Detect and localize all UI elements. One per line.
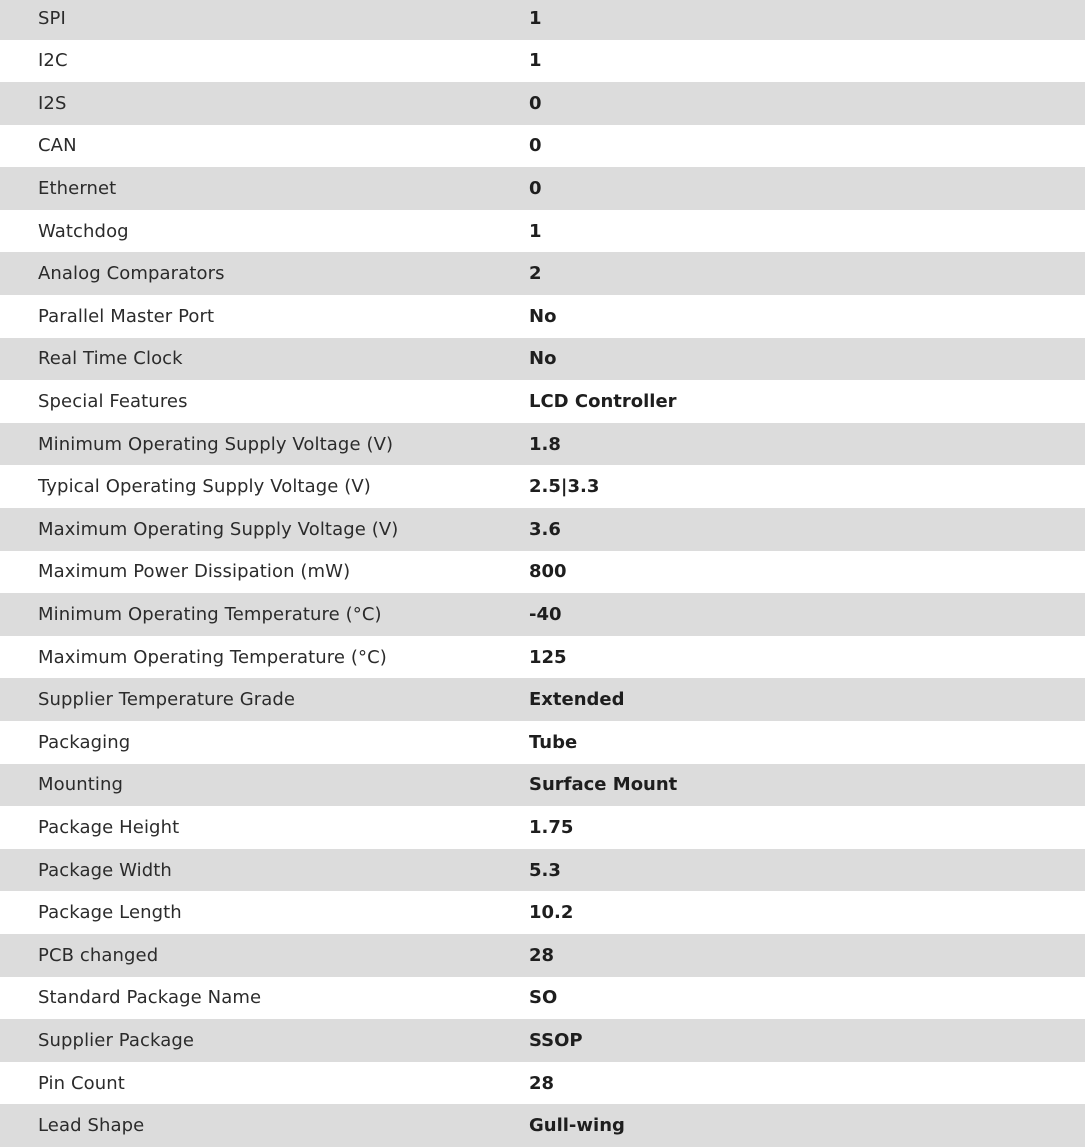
spec-row-watchdog — [0, 210, 1085, 253]
spec-label: Pin Count — [38, 1072, 125, 1094]
spec-row-supplier-package — [0, 1019, 1085, 1062]
spec-row-ethernet — [0, 167, 1085, 210]
spec-label: Maximum Operating Supply Voltage (V) — [38, 518, 399, 540]
spec-value: 1 — [529, 220, 542, 242]
spec-row-standard-package-name — [0, 977, 1085, 1020]
spec-value: 125 — [529, 646, 567, 668]
spec-row-i2c — [0, 40, 1085, 83]
spec-row-package-length — [0, 891, 1085, 934]
spec-row-packaging — [0, 721, 1085, 764]
spec-label: Ethernet — [38, 178, 117, 200]
spec-value: -40 — [529, 604, 562, 626]
spec-row-max-supply-voltage — [0, 508, 1085, 551]
spec-label: Mounting — [38, 774, 124, 796]
spec-row-parallel-master-port — [0, 295, 1085, 338]
spec-value: Extended — [529, 689, 625, 711]
spec-value: 5.3 — [529, 859, 561, 881]
spec-value: 1 — [529, 8, 542, 30]
spec-value: 0 — [529, 92, 542, 114]
spec-row-i2s — [0, 82, 1085, 125]
spec-value: 1 — [529, 50, 542, 72]
spec-value: LCD Controller — [529, 391, 677, 413]
spec-label: Minimum Operating Supply Voltage (V) — [38, 433, 394, 455]
spec-label: Supplier Package — [38, 1029, 195, 1051]
spec-label: Typical Operating Supply Voltage (V) — [38, 476, 371, 498]
spec-row-typ-supply-voltage — [0, 465, 1085, 508]
spec-label: Lead Shape — [38, 1115, 145, 1137]
spec-label: SPI — [38, 8, 66, 30]
spec-value: Tube — [529, 731, 578, 753]
spec-value: No — [529, 305, 557, 327]
spec-label: Maximum Operating Temperature (°C) — [38, 646, 387, 668]
spec-value: Gull-wing — [529, 1115, 625, 1137]
spec-row-real-time-clock — [0, 338, 1085, 381]
spec-row-analog-comparators — [0, 252, 1085, 295]
spec-value: 10.2 — [529, 902, 574, 924]
spec-row-min-supply-voltage — [0, 423, 1085, 466]
spec-value: 28 — [529, 944, 555, 966]
spec-label: Minimum Operating Temperature (°C) — [38, 604, 382, 626]
spec-row-max-operating-temp — [0, 636, 1085, 679]
spec-row-package-width — [0, 849, 1085, 892]
spec-value: 0 — [529, 178, 542, 200]
spec-row-max-power-dissipation — [0, 551, 1085, 594]
spec-label: I2C — [38, 50, 68, 72]
spec-row-lead-shape — [0, 1104, 1085, 1147]
spec-value: 2.5|3.3 — [529, 476, 600, 498]
spec-row-special-features — [0, 380, 1085, 423]
spec-row-pin-count — [0, 1062, 1085, 1105]
spec-label: Parallel Master Port — [38, 305, 215, 327]
spec-row-mounting — [0, 764, 1085, 807]
spec-value: Surface Mount — [529, 774, 678, 796]
spec-value: 0 — [529, 135, 542, 157]
spec-value: 2 — [529, 263, 542, 285]
spec-label: Packaging — [38, 731, 131, 753]
spec-label: Standard Package Name — [38, 987, 262, 1009]
spec-row-temperature-grade — [0, 678, 1085, 721]
spec-value: SO — [529, 987, 558, 1009]
spec-value: 800 — [529, 561, 567, 583]
spec-value: 1.8 — [529, 433, 561, 455]
spec-label: Real Time Clock — [38, 348, 183, 370]
spec-row-pcb-changed — [0, 934, 1085, 977]
spec-value: 28 — [529, 1072, 555, 1094]
spec-row-min-operating-temp — [0, 593, 1085, 636]
spec-value: 1.75 — [529, 816, 574, 838]
spec-value: No — [529, 348, 557, 370]
spec-label: Package Height — [38, 816, 180, 838]
spec-label: Maximum Power Dissipation (mW) — [38, 561, 351, 583]
spec-row-spi — [0, 0, 1085, 40]
spec-label: I2S — [38, 92, 67, 114]
spec-label: Package Length — [38, 902, 182, 924]
spec-label: Special Features — [38, 391, 188, 413]
spec-row-package-height — [0, 806, 1085, 849]
spec-value: 3.6 — [529, 518, 561, 540]
spec-label: Package Width — [38, 859, 172, 881]
spec-row-can — [0, 125, 1085, 168]
spec-label: Supplier Temperature Grade — [38, 689, 296, 711]
spec-value: SSOP — [529, 1029, 583, 1051]
spec-label: CAN — [38, 135, 77, 157]
spec-label: Watchdog — [38, 220, 129, 242]
spec-label: PCB changed — [38, 944, 159, 966]
spec-label: Analog Comparators — [38, 263, 225, 285]
